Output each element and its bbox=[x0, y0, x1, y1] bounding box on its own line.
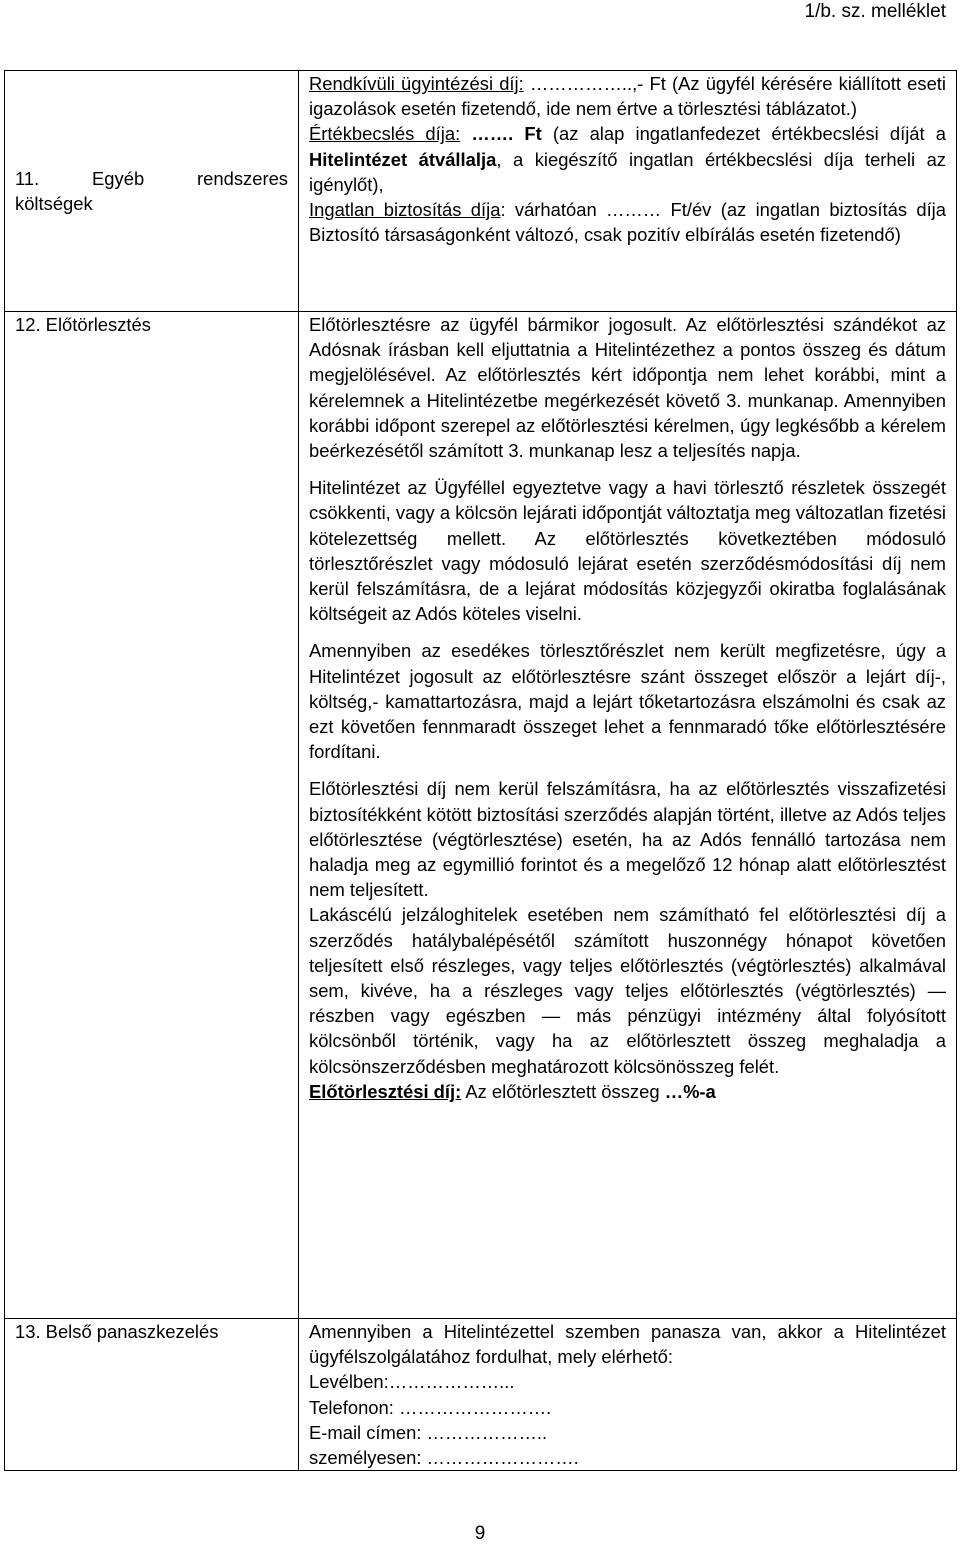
urgent-fee-line bbox=[309, 71, 946, 121]
row-label-other-costs bbox=[5, 71, 299, 312]
table-row-complaints bbox=[5, 1319, 957, 1471]
row-content-other-costs bbox=[299, 71, 957, 312]
row-content-complaints bbox=[299, 1319, 957, 1471]
prepayment-paragraph: Lakáscélú jelzáloghitelek esetében nem számítható fel előtörlesztési díj a szerződés hatálybalépésétől számított huszonnégy hónapot követően teljesített első részleges, vagy teljes előtörlesztés (végtörlesztés) alkalmával sem, kivéve, ha a részleges vagy teljes előtörlesztés (végtörlesztés) — részben vagy egészben — más pénzügyi intézmény által folyósított kölcsönből történik, vagy ha az előtörlesztett összeg meghaladja a kölcsönszerződésben meghatározott kölcsönösszeg felét. bbox=[309, 904, 946, 1077]
prepayment-fee-text: Az előtörlesztett összeg bbox=[461, 1080, 665, 1102]
valuation-fee-amount: ……. Ft bbox=[460, 123, 542, 145]
prepayment-fee-value: …%-a bbox=[664, 1080, 716, 1102]
annex-label: 1/b. sz. melléklet bbox=[804, 1, 946, 22]
fee-table bbox=[4, 70, 957, 1471]
row-label-complaints: 13. Belső panaszkezelés bbox=[5, 1319, 299, 1471]
valuation-fee-label: Értékbecslés díja: bbox=[309, 123, 461, 145]
contact-email: E-mail címen: ……………….. bbox=[309, 1421, 548, 1443]
urgent-fee-label: Rendkívüli ügyintézési díj: bbox=[309, 73, 524, 94]
row-content-prepayment bbox=[299, 312, 957, 1319]
insurance-fee-label: Ingatlan biztosítás díja bbox=[309, 199, 501, 221]
complaints-intro: Amennyiben a Hitelintézettel szemben panasza van, akkor a Hitelintézet ügyfélszolgálatához fordulhat, mely elérhető: bbox=[309, 1321, 946, 1368]
contact-letter: Levélben:………………... bbox=[309, 1371, 515, 1393]
prepayment-fee-label: Előtörlesztési díj: bbox=[309, 1080, 462, 1102]
insurance-fee-line bbox=[309, 197, 946, 247]
valuation-fee-text-2: , a kiegészítő ingatlan értékbecslési díja terheli az igénylőt), bbox=[309, 148, 946, 195]
valuation-fee-text: (az alap ingatlanfedezet értékbecslési díját a bbox=[541, 123, 946, 145]
prepayment-fee-line bbox=[309, 1079, 946, 1104]
insurance-fee-text: : várhatóan ……… Ft/év (az ingatlan biztosítás díja Biztosító társaságonként változó, csak pozitív elbírálás esetén fizetendő) bbox=[309, 199, 946, 246]
valuation-fee-emphasis: Hitelintézet átvállalja bbox=[309, 148, 497, 170]
urgent-fee-text: ……………..,- Ft (Az ügyfél kérésére kiállított eseti igazolások esetén fizetendő, ide nem értve a törlesztési táblázatot.) bbox=[309, 73, 947, 120]
row-label-line: költségek bbox=[15, 193, 93, 214]
table-row-prepayment bbox=[5, 312, 957, 1319]
prepayment-paragraph: Előtörlesztésre az ügyfél bármikor jogosult. Az előtörlesztési szándékot az Adósnak írásban kell eljuttatnia a Hitelintézethez a pontos összeg és dátum megjelölésével. Az előtörlesztés kért időpontja nem lehet korábbi, mint a kérelemnek a Hitelintézetbe megérkezését követő 3. munkanap. Amennyiben korábbi időpont szerepel az előtörlesztési kérelmen, úgy legkésőbb a kérelem beérkezésétől számított 3. munkanap lesz a teljesítés napja. bbox=[309, 314, 946, 462]
contact-in-person: személyesen: ……………………. bbox=[309, 1447, 579, 1469]
prepayment-paragraph: Amennyiben az esedékes törlesztőrészlet nem került megfizetésre, úgy a Hitelintézet jogosult az előtörlesztésre szánt összeget először a lejárt díj-, költség,- kamattartozásra, majd a lejárt tőketartozásra elszámolni és csak az ezt követően fennmaradt összeget lehet a fennmaradó tőke előtörlesztésére fordítani. bbox=[309, 640, 946, 763]
valuation-fee-line bbox=[309, 121, 946, 197]
row-label-line: 11. Egyéb rendszeres bbox=[15, 167, 288, 189]
row-label-prepayment: 12. Előtörlesztés bbox=[5, 312, 299, 1319]
contact-phone: Telefonon: ……………………. bbox=[309, 1396, 552, 1418]
prepayment-paragraph: Előtörlesztési díj nem kerül felszámításra, ha az előtörlesztés visszafizetési biztosítékként kötött biztosítási szerződés alapján történt, illetve az Adós teljes előtörlesztése (végtörlesztése) esetén, ha az Adós fennálló tartozása nem haladja meg az egymillió forintot és a megelőző 12 hónap alatt előtörlesztést nem teljesített. bbox=[309, 778, 946, 901]
table-row-other-costs bbox=[5, 71, 957, 312]
page-number: 9 bbox=[474, 1523, 486, 1544]
prepayment-paragraph: Hitelintézet az Ügyféllel egyeztetve vagy a havi törlesztő részletek összegét csökkenti, vagy a kölcsön lejárati időpontját változtatja meg változatlan fizetési kötelezettség mellett. Az előtörlesztés következtében módosuló törlesztőrészlet vagy módosuló lejárat esetén szerződésmódosítási díj nem kerül felszámításra, de a lejárat módosítás közjegyzői okiratba foglalásának költségeit az Adós köteles viselni. bbox=[309, 477, 946, 625]
